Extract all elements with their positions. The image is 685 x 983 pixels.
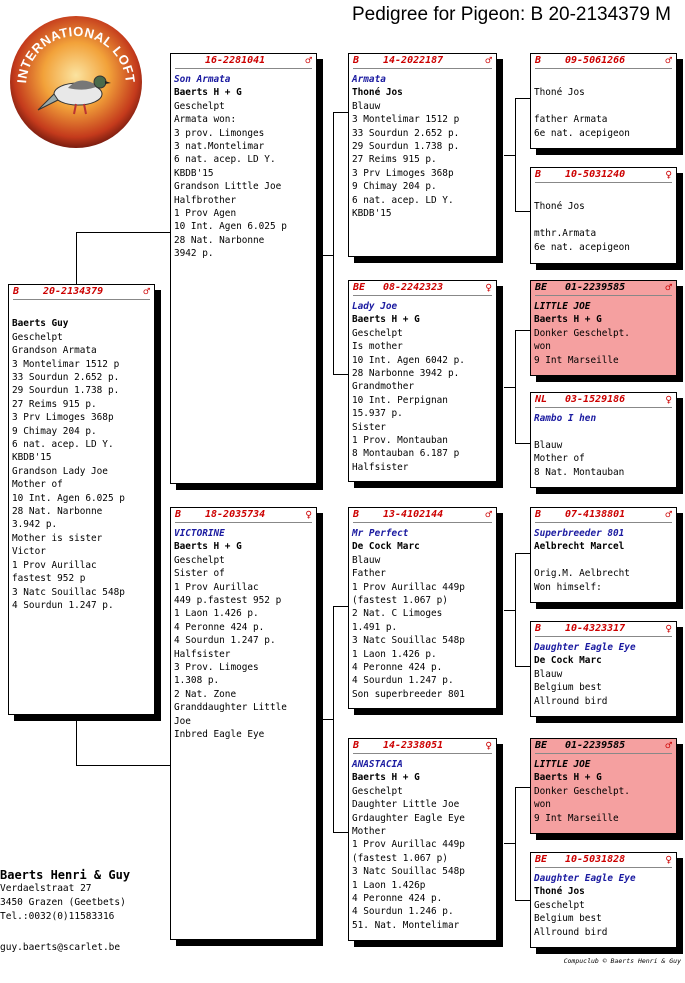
pedigree-line: 29 Sourdun 1.738 p. <box>12 385 120 397</box>
card-header <box>535 281 672 296</box>
connector-line <box>515 666 530 667</box>
connector-line <box>322 255 334 256</box>
breeder-name: Aelbrecht Marcel <box>534 541 625 553</box>
ring-number: 14-2022187 <box>383 55 444 66</box>
breeder-name: Baerts Guy <box>12 318 69 330</box>
pedigree-line: 1.308 p. <box>174 675 220 687</box>
connector-line <box>504 610 516 611</box>
connector-line <box>333 374 348 375</box>
pedigree-line <box>534 73 673 86</box>
pedigree-line: 27 Reims 915 p. <box>352 154 437 166</box>
pigeon-name: Superbreeder 801 <box>534 528 625 539</box>
connector-line <box>515 211 530 212</box>
connector-line <box>515 553 530 554</box>
pedigree-card-sire[interactable] <box>170 53 317 484</box>
pigeon-name: LITTLE JOE <box>534 759 591 770</box>
connector-line <box>504 155 516 156</box>
ring-number: 08-2242323 <box>383 282 444 293</box>
pedigree-line: 1.491 p. <box>352 621 398 633</box>
ring-number: 10-4323317 <box>565 623 626 634</box>
pedigree-line: Donker Geschelpt. <box>534 327 630 339</box>
connector-line <box>76 232 77 285</box>
pedigree-line: Blauw <box>352 100 381 112</box>
pedigree-line: 3 Prv Limoges 368p <box>352 167 454 179</box>
breeder-name: Baerts H + G <box>534 314 602 326</box>
pedigree-card-gg-1[interactable] <box>530 53 677 149</box>
ring-number: 14-2338051 <box>383 740 444 751</box>
connector-line <box>322 719 334 720</box>
card-body <box>171 523 316 742</box>
card-header <box>13 285 150 300</box>
pedigree-line: 3 Prov. Limoges <box>174 662 259 674</box>
country-code: BE <box>535 854 548 865</box>
male-icon: ♂ <box>143 285 150 298</box>
pedigree-line: 1 Laon 1.426 p. <box>174 608 259 620</box>
pedigree-line: Sister <box>352 421 386 433</box>
country-code: B <box>535 623 542 634</box>
pedigree-line: Son superbreeder 801 <box>352 688 465 700</box>
pedigree-line: 9 Int Marseille <box>534 812 619 824</box>
ring-number: 01-2239585 <box>565 740 626 751</box>
pedigree-line: Donker Geschelpt. <box>534 785 630 797</box>
pedigree-line: Joe <box>174 715 191 727</box>
pedigree-line: 6 nat. acep. LD Y. <box>12 439 114 451</box>
pedigree-card-gg-5[interactable] <box>530 507 677 603</box>
pedigree-line: 8 Montauban 6.187 p <box>352 448 460 460</box>
pedigree-line: Halfsister <box>352 461 409 473</box>
pedigree-line: 3 Natc Souillac 548p <box>352 635 465 647</box>
pedigree-line: 28 Nat. Narbonne <box>174 234 265 246</box>
male-icon: ♂ <box>485 508 492 521</box>
ring-number: 16-2281041 <box>205 55 266 66</box>
card-header <box>175 54 312 69</box>
pigeon-name: Armata <box>352 74 386 85</box>
pedigree-line: 1 Prov Aurillac <box>12 559 97 571</box>
pedigree-line: 1 Prov. Montauban <box>352 435 448 447</box>
card-header <box>535 853 672 868</box>
pedigree-line: Belgium best <box>534 682 602 694</box>
pedigree-line: 3 prov. Limonges <box>174 127 265 139</box>
connector-line <box>515 787 530 788</box>
pedigree-card-gg-2[interactable] <box>530 167 677 264</box>
pedigree-line: 10 Int. Agen 6042 p. <box>352 354 465 366</box>
owner-phone: Tel.:0032(0)11583316 <box>0 911 115 922</box>
card-body <box>531 408 676 479</box>
pedigree-line: 3 Montelimar 1512 p <box>12 358 120 370</box>
pedigree-line: KBDB'15 <box>174 167 214 179</box>
card-header <box>535 508 672 523</box>
pigeon-name: Rambo I hen <box>534 413 597 424</box>
pedigree-line: 3 Prv Limoges 368p <box>12 412 114 424</box>
pedigree-line: 3 Natc Souillac 548p <box>12 586 125 598</box>
pedigree-line: Granddaughter Little <box>174 702 287 714</box>
pedigree-line: 6e nat. acepigeon <box>534 241 630 253</box>
pedigree-card-sire-dam[interactable] <box>348 280 497 482</box>
pedigree-line: 33 Sourdun 2.652 p. <box>352 127 460 139</box>
card-body <box>349 69 496 220</box>
pedigree-card-gg-6[interactable] <box>530 621 677 717</box>
card-body <box>531 637 676 708</box>
pedigree-line: Geschelpt <box>352 327 403 339</box>
pedigree-line: 1 Prov Agen <box>174 208 237 220</box>
female-icon: ♀ <box>485 739 492 752</box>
female-icon: ♀ <box>665 622 672 635</box>
pedigree-line: 8 Nat. Montauban <box>534 466 625 478</box>
pedigree-line: 4 Sourdun 1.247 p. <box>174 635 276 647</box>
pigeon-name: LITTLE JOE <box>534 301 591 312</box>
pedigree-line: won <box>534 799 551 811</box>
card-header <box>535 739 672 754</box>
pedigree-line: Geschelpt <box>174 554 225 566</box>
pedigree-line: 28 Narbonne 3942 p. <box>352 368 460 380</box>
pedigree-card-gg-3[interactable] <box>530 280 677 376</box>
pedigree-line: Belgium best <box>534 913 602 925</box>
breeder-name: Baerts H + G <box>352 772 420 784</box>
connector-line <box>333 112 348 113</box>
connector-line <box>333 832 348 833</box>
pedigree-line: KBDB'15 <box>352 208 392 220</box>
breeder-name: Baerts H + G <box>352 314 420 326</box>
page-title: Pedigree for Pigeon: B 20-2134379 M <box>352 4 671 25</box>
pedigree-line: 3 Montelimar 1512 p <box>352 114 460 126</box>
breeder-name: Thoné Jos <box>352 87 403 99</box>
pedigree-line: 449 p.fastest 952 p <box>174 595 282 607</box>
ring-number: 09-5061266 <box>565 55 626 66</box>
pedigree-card-gg-8[interactable] <box>530 852 677 948</box>
card-body <box>531 183 676 254</box>
pedigree-line: 1 Prov Aurillac 449p <box>352 839 465 851</box>
pedigree-line <box>12 304 151 317</box>
ring-number: 10-5031828 <box>565 854 626 865</box>
country-code: B <box>535 169 542 180</box>
pigeon-name: Mr Perfect <box>352 528 409 539</box>
country-code: B <box>353 740 360 751</box>
connector-line <box>515 900 530 901</box>
connector-line <box>333 112 334 374</box>
pedigree-line: Orig.M. Aelbrecht <box>534 568 630 580</box>
country-code: B <box>13 286 20 297</box>
breeder-name: De Cock Marc <box>534 655 602 667</box>
pedigree-line: Mother is sister <box>12 532 103 544</box>
pigeon-name: Daughter Eagle Eye <box>534 873 636 884</box>
male-icon: ♂ <box>665 281 672 294</box>
pedigree-line: Armata won: <box>174 114 237 126</box>
pedigree-line: 4 Peronne 424 p. <box>352 893 443 905</box>
female-icon: ♀ <box>665 168 672 181</box>
pedigree-line: Allround bird <box>534 926 608 938</box>
pedigree-line: 28 Nat. Narbonne <box>12 506 103 518</box>
card-body <box>349 754 496 932</box>
pigeon-name: VICTORINE <box>174 528 225 539</box>
pedigree-line: Mother <box>352 826 386 838</box>
female-icon: ♀ <box>665 853 672 866</box>
owner-name: Baerts Henri & Guy <box>0 868 131 882</box>
pedigree-line <box>534 554 673 567</box>
male-icon: ♂ <box>665 508 672 521</box>
pedigree-card-dam[interactable] <box>170 507 317 940</box>
connector-line <box>515 443 530 444</box>
pedigree-line: won <box>534 341 551 353</box>
owner-address <box>0 868 130 924</box>
pedigree-line: Grandmother <box>352 381 415 393</box>
connector-line <box>76 232 170 233</box>
pedigree-line: fastest 952 p <box>12 573 86 585</box>
pedigree-line: mthr.Armata <box>534 228 597 240</box>
pedigree-line: 3 Natc Souillac 548p <box>352 866 465 878</box>
footer-credit: Compuclub © Baerts Henri & Guy <box>563 957 681 965</box>
pedigree-line: 9 Int Marseille <box>534 354 619 366</box>
male-icon: ♂ <box>665 739 672 752</box>
connector-line <box>76 720 77 765</box>
pedigree-line: 4 Sourdun 1.247 p. <box>12 599 114 611</box>
ring-number: 20-2134379 <box>43 286 104 297</box>
card-header <box>535 168 672 183</box>
pedigree-line: 6e nat. acepigeon <box>534 127 630 139</box>
country-code: NL <box>535 394 548 405</box>
pedigree-line: 2 Nat. Zone <box>174 688 237 700</box>
country-code: B <box>535 55 542 66</box>
loft-logo <box>8 14 144 150</box>
pedigree-line: Thoné Jos <box>534 87 585 99</box>
connector-line <box>504 387 516 388</box>
pedigree-line <box>534 425 673 438</box>
pedigree-line: KBDB'15 <box>12 452 52 464</box>
ring-number: 03-1529186 <box>565 394 626 405</box>
ring-number: 10-5031240 <box>565 169 626 180</box>
pedigree-line: Inbred Eagle Eye <box>174 729 265 741</box>
connector-line <box>76 765 170 766</box>
pedigree-line: Mother of <box>12 479 63 491</box>
pedigree-line: Mother of <box>534 453 585 465</box>
pedigree-card-sire-sire[interactable] <box>348 53 497 257</box>
pedigree-line: Grandson Armata <box>12 345 97 357</box>
pedigree-line: 1 Prov Aurillac 449p <box>352 581 465 593</box>
pedigree-line: father Armata <box>534 114 608 126</box>
card-body <box>531 523 676 594</box>
pedigree-line: 51. Nat. Montelimar <box>352 919 460 931</box>
pedigree-card-dam-dam[interactable] <box>348 738 497 941</box>
card-body <box>9 300 154 612</box>
ring-number: 01-2239585 <box>565 282 626 293</box>
pedigree-line: Geschelpt <box>352 785 403 797</box>
pedigree-line <box>534 214 673 227</box>
pedigree-line: 10 Int. Perpignan <box>352 394 448 406</box>
card-header <box>353 739 492 754</box>
breeder-name: Baerts H + G <box>174 541 242 553</box>
pedigree-card-gg-7[interactable] <box>530 738 677 834</box>
ring-number: 18-2035734 <box>205 509 266 520</box>
card-header <box>353 281 492 296</box>
pedigree-line: 6 nat. acep. LD Y. <box>352 194 454 206</box>
breeder-name: Baerts H + G <box>174 87 242 99</box>
pedigree-line: 9 Chimay 204 p. <box>352 181 437 193</box>
pedigree-line: Halfbrother <box>174 194 237 206</box>
pedigree-card-subject[interactable] <box>8 284 155 715</box>
card-header <box>175 508 312 523</box>
country-code: BE <box>535 282 548 293</box>
pedigree-line: 4 Peronne 424 p. <box>352 662 443 674</box>
card-body <box>531 69 676 140</box>
breeder-name: Baerts H + G <box>534 772 602 784</box>
pedigree-card-dam-sire[interactable] <box>348 507 497 709</box>
owner-city: 3450 Grazen (Geetbets) <box>0 897 126 908</box>
pedigree-line: Blauw <box>352 554 381 566</box>
pigeon-name: Daughter Eagle Eye <box>534 642 636 653</box>
pedigree-line: Geschelpt <box>174 100 225 112</box>
pigeon-name: Lady Joe <box>352 301 398 312</box>
pedigree-line: Grandson Little Joe <box>174 181 282 193</box>
pedigree-line: 4 Sourdun 1.247 p. <box>352 675 454 687</box>
male-icon: ♂ <box>665 54 672 67</box>
pedigree-line: Father <box>352 568 386 580</box>
pedigree-line: 10 Int. Agen 6.025 p <box>12 492 125 504</box>
pedigree-line: 4 Sourdun 1.246 p. <box>352 906 454 918</box>
country-code: B <box>353 55 360 66</box>
pigeon-name: Son Armata <box>174 74 231 85</box>
pedigree-line: Sister of <box>174 568 225 580</box>
male-icon: ♂ <box>485 54 492 67</box>
card-header <box>535 393 672 408</box>
pedigree-line: 3 nat.Montelimar <box>174 141 265 153</box>
pedigree-line: Grandson Lady Joe <box>12 465 108 477</box>
pedigree-line: (fastest 1.067 p) <box>352 595 448 607</box>
card-header <box>353 508 492 523</box>
owner-email[interactable]: guy.baerts@scarlet.be <box>0 942 121 953</box>
pedigree-line: 10 Int. Agen 6.025 p <box>174 221 287 233</box>
breeder-name: De Cock Marc <box>352 541 420 553</box>
pedigree-line: Thoné Jos <box>534 201 585 213</box>
pedigree-line <box>534 187 673 200</box>
ring-number: 07-4138801 <box>565 509 626 520</box>
pedigree-line: 9 Chimay 204 p. <box>12 425 97 437</box>
pedigree-line: 1 Prov Aurillac <box>174 581 259 593</box>
card-body <box>171 69 316 261</box>
connector-line <box>333 606 348 607</box>
pedigree-line: Grdaughter Eagle Eye <box>352 812 465 824</box>
ring-number: 13-4102144 <box>383 509 444 520</box>
country-code: BE <box>353 282 366 293</box>
country-code: B <box>353 509 360 520</box>
pedigree-line: (fastest 1.067 p) <box>352 852 448 864</box>
connector-line <box>504 843 516 844</box>
pedigree-line: Geschelpt <box>534 899 585 911</box>
pedigree-line: Daughter Little Joe <box>352 799 460 811</box>
female-icon: ♀ <box>305 508 312 521</box>
country-code: BE <box>535 740 548 751</box>
pedigree-line: Victor <box>12 546 46 558</box>
pedigree-line: 4 Peronne 424 p. <box>174 621 265 633</box>
male-icon: ♂ <box>305 54 312 67</box>
connector-line <box>515 98 530 99</box>
pedigree-line: 1 Laon 1.426p <box>352 879 426 891</box>
owner-street: Verdaelstraat 27 <box>0 883 92 894</box>
card-header <box>353 54 492 69</box>
pedigree-line: Blauw <box>534 439 563 451</box>
pedigree-line: Blauw <box>534 668 563 680</box>
card-header <box>535 622 672 637</box>
female-icon: ♀ <box>665 393 672 406</box>
card-body <box>349 523 496 701</box>
country-code: B <box>535 509 542 520</box>
pedigree-line: 27 Reims 915 p. <box>12 398 97 410</box>
pedigree-line <box>534 100 673 113</box>
pedigree-line: Halfsister <box>174 648 231 660</box>
breeder-name: Thoné Jos <box>534 886 585 898</box>
pedigree-line: 3942 p. <box>174 248 214 260</box>
pedigree-line: Allround bird <box>534 695 608 707</box>
card-body <box>531 754 676 825</box>
pedigree-line: 6 nat. acep. LD Y. <box>174 154 276 166</box>
card-header <box>535 54 672 69</box>
pedigree-line: 2 Nat. C Limoges <box>352 608 443 620</box>
pedigree-line: Geschelpt <box>12 331 63 343</box>
connector-line <box>515 330 530 331</box>
country-code: B <box>175 509 182 520</box>
pedigree-line: Is mother <box>352 341 403 353</box>
card-body <box>531 296 676 367</box>
pedigree-line: 33 Sourdun 2.652 p. <box>12 372 120 384</box>
female-icon: ♀ <box>485 281 492 294</box>
svg-text:INTERNATIONAL LOFT: INTERNATIONAL LOFT <box>14 23 139 84</box>
card-body <box>349 296 496 474</box>
card-body <box>531 868 676 939</box>
pedigree-line: Won himself: <box>534 581 602 593</box>
pedigree-line: 15.937 p. <box>352 408 403 420</box>
pigeon-name: ANASTACIA <box>352 759 403 770</box>
pedigree-line: 3.942 p. <box>12 519 58 531</box>
pedigree-card-gg-4[interactable] <box>530 392 677 488</box>
pedigree-line: 29 Sourdun 1.738 p. <box>352 141 460 153</box>
pedigree-line: 1 Laon 1.426 p. <box>352 648 437 660</box>
